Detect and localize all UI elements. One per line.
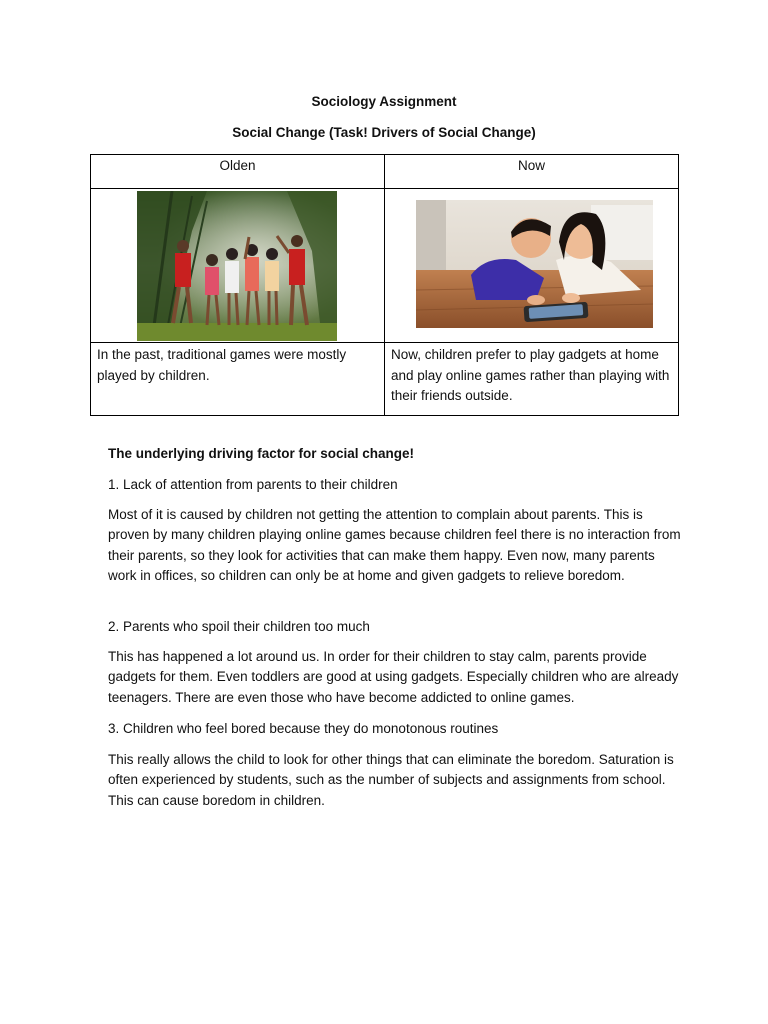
point1-title: 1. Lack of attention from parents to their children [108, 476, 398, 492]
now-image-cell [385, 189, 679, 343]
children-playing-image [137, 191, 337, 341]
document-title: Sociology Assignment [311, 94, 457, 109]
children-tablet-image [416, 200, 653, 328]
section-heading: The underlying driving factor for social change! [108, 445, 415, 461]
table-header-row [91, 155, 679, 189]
comparison-table [90, 154, 679, 416]
olden-image-cell [91, 189, 385, 343]
point1-body: Most of it is caused by children not getting the attention to complain about parents. This is proven by many children playing online games because children feel there is no interaction from their parents, so they look for activities that can make them happy. Even now, many parents work in offices, so children can only be at home and given gadgets to relieve boredom. [108, 506, 681, 583]
document-subtitle: Social Change (Task! Drivers of Social Change) [232, 125, 536, 140]
point3-title: 3. Children who feel bored because they do monotonous routines [108, 720, 499, 736]
olden-description: In the past, traditional games were mostly played by children. [91, 343, 385, 416]
header-olden: Olden [91, 155, 385, 189]
table-text-row [91, 343, 679, 416]
now-description: Now, children prefer to play gadgets at home and play online games rather than playing with their friends outside. [385, 343, 679, 416]
table-image-row [91, 189, 679, 343]
header-now: Now [385, 155, 679, 189]
point3-body: This really allows the child to look for other things that can eliminate the boredom. Saturation is often experienced by students, such as the number of subjects and assignments from school. This can cause boredom in children. [108, 751, 674, 808]
point2-title: 2. Parents who spoil their children too much [108, 618, 370, 634]
point2-body: This has happened a lot around us. In order for their children to stay calm, parents provide gadgets for them. Even toddlers are good at using gadgets. Especially children who are already teenagers. There are even those who have become addicted to online games. [108, 648, 679, 705]
